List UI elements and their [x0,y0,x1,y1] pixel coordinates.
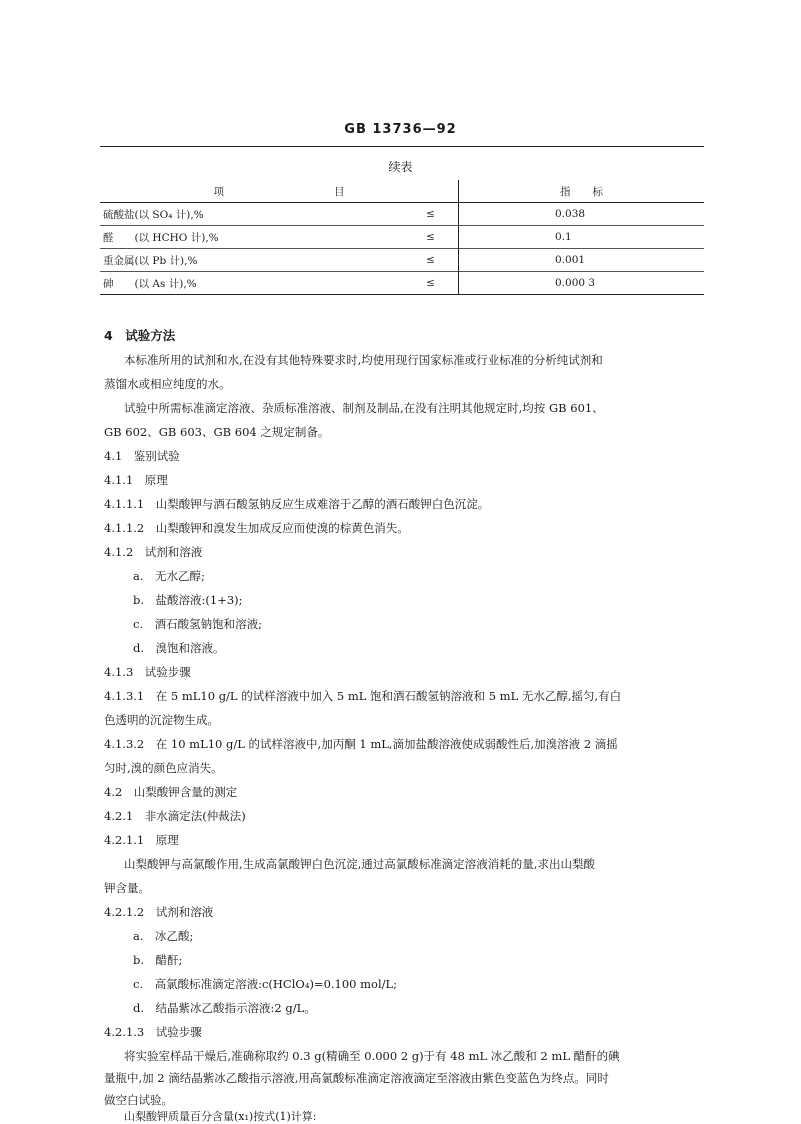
paragraph-line: 4.1.3.1 在 5 mL10 g/L 的试样溶液中加入 5 mL 饱和酒石酸氢钠溶液和 5 mL 无水乙醇,摇匀,有白 [104,689,622,703]
table-header-row [100,180,704,203]
row-item: 砷 (以 As 计),% [103,277,197,290]
subsection-heading: 4.1.2 试剂和溶液 [104,545,203,559]
row-operator: ≤ [426,231,435,243]
table-row [100,272,704,295]
subsection-heading: 4.1.1 原理 [104,473,168,487]
table-row [100,249,704,272]
spec-table [100,180,704,295]
row-value: 0.000 3 [459,272,705,295]
table-row [100,226,704,249]
row-value: 0.001 [459,249,705,272]
paragraph-line: GB 602、GB 603、GB 604 之规定制备。 [104,425,330,439]
list-item: c. 高氯酸标准滴定溶液:c(HClO₄)=0.100 mol/L; [133,977,398,991]
paragraph-line: 钾含量。 [104,881,150,895]
col-header-item [100,180,459,203]
list-item: a. 无水乙醇; [133,569,205,583]
subsection-heading: 4.1.3 试验步骤 [104,665,191,679]
paragraph-line: 蒸馏水或相应纯度的水。 [104,377,231,391]
paragraph-line: 4.1.1.2 山梨酸钾和溴发生加成反应而使溴的棕黄色消失。 [104,521,409,535]
paragraph-line: 山梨酸钾质量百分含量(x₁)按式(1)计算: [124,1110,317,1123]
row-item: 硫酸盐(以 SO₄ 计),% [103,208,204,221]
row-value: 0.038 [459,203,705,226]
paragraph-line: 色透明的沉淀物生成。 [104,713,219,727]
list-item: c. 酒石酸氢钠饱和溶液; [133,617,262,631]
col-header-index-part1: 指 [560,185,571,198]
table-caption: 续表 [388,160,413,174]
list-item: a. 冰乙酸; [133,929,194,943]
list-item: d. 溴饱和溶液。 [133,641,225,655]
paragraph-line: 匀时,溴的颜色应消失。 [104,761,223,775]
paragraph-line: 山梨酸钾与高氯酸作用,生成高氯酸钾白色沉淀,通过高氯酸标准滴定溶液消耗的量,求出山梨酸 [124,857,595,871]
paragraph-line: 量瓶中,加 2 滴结晶紫冰乙酸指示溶液,用高氯酸标准滴定溶液滴定至溶液由紫色变蓝色为终点。同时 [104,1071,609,1085]
subsection-heading: 4.2.1.2 试剂和溶液 [104,905,214,919]
col-header-item-part1: 项 [213,185,224,198]
table-row [100,203,704,226]
subsection-heading: 4.1 鉴别试验 [104,449,180,463]
row-operator: ≤ [426,208,435,220]
paragraph-line: 做空白试验。 [104,1093,173,1107]
section-heading: 4 试验方法 [104,328,176,343]
subsection-heading: 4.2.1.1 原理 [104,833,179,847]
row-operator: ≤ [426,254,435,266]
col-header-item-part2: 目 [334,185,345,198]
list-item: b. 醋酐; [133,953,183,967]
row-item: 醛 (以 HCHO 计),% [103,231,219,244]
paragraph-line: 试验中所需标准滴定溶液、杂质标准溶液、制剂及制品,在没有注明其他规定时,均按 GB 601、 [124,401,604,415]
row-item: 重金属(以 Pb 计),% [103,254,198,267]
list-item: b. 盐酸溶液:(1+3); [133,593,243,607]
list-item: d. 结晶紫冰乙酸指示溶液:2 g/L。 [133,1001,316,1015]
row-operator: ≤ [426,277,435,289]
paragraph-line: 4.1.3.2 在 10 mL10 g/L 的试样溶液中,加丙酮 1 mL,滴加盐酸溶液使成弱酸性后,加溴溶液 2 滴摇 [104,737,618,751]
subsection-heading: 4.2 山梨酸钾含量的测定 [104,785,238,799]
col-header-index-part2: 标 [592,185,603,198]
paragraph-line: 将实验室样品干燥后,准确称取约 0.3 g(精确至 0.000 2 g)于有 48 mL 冰乙酸和 2 mL 醋酐的碘 [124,1049,620,1063]
page-header: GB 13736—92 [344,122,457,137]
col-header-index [459,180,705,203]
row-value: 0.1 [459,226,705,249]
paragraph-line: 4.1.1.1 山梨酸钾与酒石酸氢钠反应生成难溶于乙醇的酒石酸钾白色沉淀。 [104,497,490,511]
paragraph-line: 本标准所用的试剂和水,在没有其他特殊要求时,均使用现行国家标准或行业标准的分析纯试剂和 [124,353,603,367]
subsection-heading: 4.2.1.3 试验步骤 [104,1025,202,1039]
subsection-heading: 4.2.1 非水滴定法(仲裁法) [104,809,246,823]
header-rule [100,146,704,147]
